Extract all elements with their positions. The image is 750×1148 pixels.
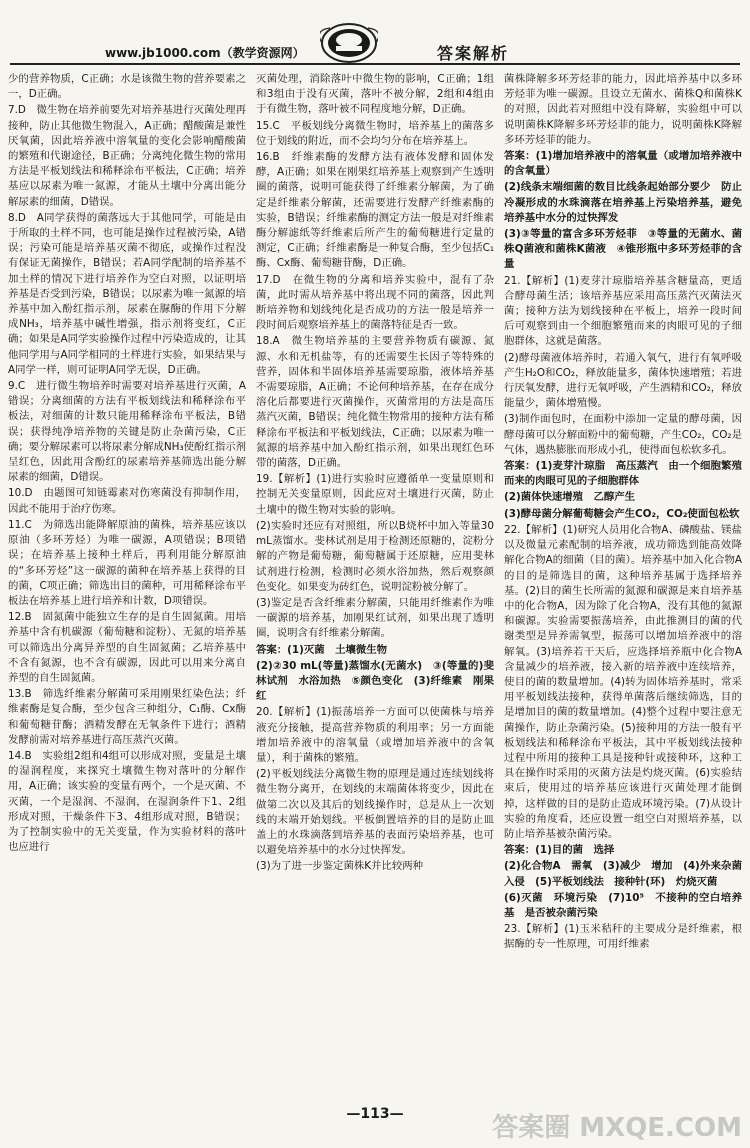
explanation-paragraph: (2)实验时还应有对照组，所以B烧杯中加入等量30 mL蒸馏水。斐林试剂是用于检测还原糖的，淀粉分解的产物是葡萄糖，葡萄糖属于还原糖，应用斐林试剂进行检测，检测时必须水浴加热，然后观察颜色变化。如果变为砖红色，说明淀粉被分解了。	[256, 519, 494, 593]
explanation-paragraph: 灭菌处理，消除落叶中微生物的影响，C正确；1组和3组由于没有灭菌，落叶不被分解，2组和4组由于有微生物，落叶被不同程度地分解，D正确。	[256, 73, 494, 116]
page-title: 答案解析	[437, 44, 510, 63]
answer-paragraph: (6)灭菌 环境污染 (7)10⁵ 不接种的空白培养基 是否被杂菌污染	[504, 891, 742, 919]
answer-paragraph: (3)酵母菌分解葡萄糖会产生CO₂，CO₂使面包松软	[504, 507, 740, 520]
explanation-paragraph: 19.【解析】(1)进行实验时应遵循单一变量原则和控制无关变量原则，因此应对土壤进行灭菌，防止土壤中的微生物对实验的影响。	[256, 473, 494, 516]
explanation-paragraph: 12.B 固氮菌中能独立生存的是自生固氮菌。用培养基中含有机碳源（葡萄糖和淀粉）、无氮的培养基可以筛选出分离异养型的自生固氮菌；乙培养基中不含有氮源，也不含有碳源，因此可以用来分离自养型的自生固氮菌。	[8, 611, 246, 684]
answer-columns	[8, 72, 742, 1082]
column-middle	[256, 72, 494, 1082]
header-divider	[10, 63, 740, 65]
answer-paragraph: 答案：(1)灭菌 土壤微生物	[256, 643, 388, 656]
answer-paragraph: (3)③等量的富含多环芳烃菲 ③等量的无菌水、菌株Q菌液和菌株K菌液 ④锥形瓶中多环芳烃菲的含量	[504, 228, 742, 271]
page-number: —113—	[346, 1106, 404, 1122]
answer-paragraph: (2)②30 mL(等量)蒸馏水(无菌水) ③(等量的)斐林试剂 水浴加热 ⑤颜色变化 (3)纤维素 刚果红	[256, 659, 494, 703]
answer-paragraph: (2)线条末端细菌的数目比线条起始部分要少 防止冷凝形成的水珠滴落在培养基上污染培养基，避免培养基中水分的过快挥发	[504, 181, 742, 224]
answer-paragraph: (2)化合物A 需氧 (3)减少 增加 (4)外来杂菌入侵 (5)平板划线法 接种针(环) 灼烧灭菌	[504, 860, 742, 888]
explanation-paragraph: 少的营养物质，C正确；水是该微生物的营养要素之一，D正确。	[8, 73, 246, 101]
explanation-paragraph: (2)酵母菌液体培养时，若通入氧气，进行有氧呼吸产生H₂O和CO₂，释放能量多，菌体快速增殖；若进行厌氧发酵，进行无氧呼吸，产生酒精和CO₂，释放能量少，菌体增殖慢。	[504, 351, 742, 410]
answer-paragraph: (2)菌体快速增殖 乙醇产生	[504, 491, 636, 504]
explanation-paragraph: 20.【解析】(1)振荡培养一方面可以使菌株与培养液充分接触，提高营养物质的利用率；另一方面能增加培养液中的溶氧量（或增加培养液中的含氧量），利于菌株的繁殖。	[256, 706, 494, 764]
explanation-paragraph: 8.D A同学获得的菌落远大于其他同学，可能是由于所取的土样不同，也可能是操作过程被污染，A错误；污染可能是培养基灭菌不彻底，或操作过程没有保证无菌操作，B错误；若A同学配制的培养基不加土样的情况下进行培养作为空白对照，以证明培养基是否受到污染，B错误；以尿素为唯一氮源的培养基中加入酚红指示剂，尿素在脲酶的作用下分解成NH₃，培养基中碱性增强，指示剂将变红，C正确；如果是A同学实验操作过程中污染造成的，让其他同学用与A同学相同的土样进行实验，如果结果与A同学一样，则可证明A同学无误，D正确。	[8, 211, 246, 376]
explanation-paragraph: 14.B 实验组2组和4组可以形成对照，变量是土壤的湿润程度，来探究土壤微生物对落叶的分解作用，A正确；该实验的变量有两个，一个是灭菌、不灭菌，一个是湿润、不湿润，在湿润条件下1、2组形成对照，干燥条件下3、4组形成对照，B错误；为了控制实验中的无关变量，作为实验材料的落叶也应进行	[8, 749, 246, 854]
explanation-paragraph: 16.B 纤维素酶的发酵方法有液体发酵和固体发酵，A正确；如果在刚果红培养基上观察到产生透明圈的菌落，说明可能获得了纤维素分解菌，为了确定是纤维素分解菌，还需要进行发酵产纤维素酶的实验，B错误；纤维素酶的测定方法一般是对纤维素酶分解滤纸等纤维素后所产生的葡萄糖进行定量的测定，C正确；纤维素酶是一种复合酶，至少包括C₁酶、Cx酶、葡萄糖苷酶，D正确。	[256, 151, 494, 270]
explanation-paragraph: (3)为了进一步鉴定菌株K并比较两种	[256, 860, 423, 873]
explanation-paragraph: 13.B 筛选纤维素分解菌可采用刚果红染色法；纤维素酶是复合酶，至少包含三种组分，C₁酶、Cx酶和葡萄糖苷酶；酒精发酵在无氧条件下进行；酒精发酵前需对培养基进行高压蒸汽灭菌。	[8, 688, 246, 746]
answer-paragraph: 答案：(1)增加培养液中的溶氧量（或增加培养液中的含氧量）	[504, 150, 742, 178]
watermark: 答案圈 MXQE.COM	[492, 1113, 742, 1143]
explanation-paragraph: 22.【解析】(1)研究人员用化合物A、磷酸盐、镁盐以及微量元素配制的培养液，成功筛选到能高效降解化合物A的细菌（目的菌）。培养基中加入化合物A的目的是筛选目的菌，这种培养基属于选择培养基。(2)目的菌生长所需的氮源和碳源是来自培养基中的化合物A，因为除了化合物A，没有其他的氮源和碳源。实验需要振荡培养，由此推测目的菌的代谢类型是异养需氧型，振荡可以增加培养液中的溶解氧。(3)培养若干天后，应选择培养瓶中化合物A含量减少的培养液，接入新的培养液中连续培养，使目的菌的数量增加。(4)转为固体培养基时，常采用平板划线法接种，获得单菌落后继续筛选，目的是增加目的菌的数量增加。(4)整个过程中要注意无菌操作，防止杂菌污染。(5)接种用的方法一般有平板划线法和稀释涂布平板法，其中平板划线法接种过程中所用的接种工具是接种针或接种环，这种工具在操作时采用的灭菌方法是灼烧灭菌。(6)实验结束后，使用过的培养基应该进行灭菌处理才能倒掉，这样做的目的是防止造成环境污染。(7)从设计实验的角度看，还应设置一组空白对照培养基，以防止培养基被杂菌污染。	[504, 523, 742, 840]
explanation-paragraph: 15.C 平板划线分离微生物时，培养基上的菌落多位于划线的附近，而不会均匀分布在培养基上。	[256, 119, 494, 147]
column-right	[504, 72, 742, 1082]
answer-paragraph: 答案：(1)目的菌 选择	[504, 844, 615, 857]
explanation-paragraph: (3)鉴定是否含纤维素分解菌，只能用纤维素作为唯一碳源的培养基，加刚果红试剂，如果出现了透明圈，说明含有纤维素分解菌。	[256, 596, 494, 640]
explanation-paragraph: (3)制作面包时，在面粉中添加一定量的酵母菌，因酵母菌可以分解面粉中的葡萄糖，产生CO₂，CO₂是气体，遇热膨胀而形成小孔，使得面包松软多孔。	[504, 413, 742, 456]
column-left	[8, 72, 246, 1082]
page-header	[0, 40, 750, 66]
explanation-paragraph: 21.【解析】(1)麦芽汁琼脂培养基含糖量高，更适合酵母菌生活；该培养基应采用高压蒸汽灭菌法灭菌；接种方法为划线接种在平板上，培养一段时间后可观察到由一个细胞繁殖而来的肉眼可见的子细胞群体，这就是菌落。	[504, 274, 742, 348]
explanation-paragraph: 17.D 在微生物的分离和培养实验中，混有了杂菌，此时需从培养基中将出现不同的菌落，因此判断培养物和划线纯化是否成功的方法一般是培养一段时间后观察培养基上的菌落特征是否一致。	[256, 273, 494, 332]
explanation-paragraph: 菌株降解多环芳烃菲的能力，因此培养基中以多环芳烃菲为唯一碳源。且设立无菌水、菌株Q和菌株K的对照，因此若对照组中没有降解，实验组中可以说明菌株K降解多环芳烃菲的能力，说明菌株K降解多环芳烃菲的能力。	[504, 73, 742, 146]
explanation-paragraph: 10.D 由题图可知链霉素对伤寒菌没有抑制作用，因此不能用于治疗伤寒。	[8, 487, 246, 515]
explanation-paragraph: 18.A 微生物培养基的主要营养物质有碳源、氮源、水和无机盐等，有的还需要生长因子等特殊的营养，固体和半固体培养基需要琼脂，液体培养基不需要琼脂，A正确；不论何种培养基，在存在成分溶化后都要进行灭菌操作，灭菌常用的方法是高压蒸汽灭菌，B错误；纯化微生物常用的接种方法有稀释涂布平板法和平板划线法，C正确；以尿素为唯一氮源的培养基中加入酚红指示剂，如果出现红色环带的菌落，D正确。	[256, 335, 494, 470]
explanation-paragraph: 7.D 微生物在培养前要先对培养基进行灭菌处理再接种，防止其他微生物混入，A正确；醋酸菌是兼性厌氧菌，因此培养液中溶氧量的变化会影响醋酸菌的繁殖和代谢途径，B正确；分离纯化微生物的常用方法是平板划线法和稀释涂布平板法，C正确；培养基应以尿素为唯一氮源，才能从土壤中分离出能分解尿素的细菌，D错误。	[8, 104, 246, 208]
answer-paragraph: 答案：(1)麦芽汁琼脂 高压蒸汽 由一个细胞繁殖而来的肉眼可见的子细胞群体	[504, 460, 742, 488]
site-url[interactable]: www.jb1000.com（教学资源网）	[105, 46, 305, 60]
explanation-paragraph: 9.C 进行微生物培养时需要对培养基进行灭菌，A错误；分离细菌的方法有平板划线法和稀释涂布平板法，对细菌的计数只能用稀释涂布平板法，B错误；获得纯净培养物的关键是防止杂菌污染，C正确；要分解尿素可以将尿素分解成NH₃使酚红指示剂呈红色，因此用含酚红的尿素培养基筛选出能分解尿素的细菌，D错误。	[8, 380, 246, 484]
publisher-logo-icon	[320, 22, 378, 64]
explanation-paragraph: (2)平板划线法分离微生物的原理是通过连续划线将微生物分离开，在划线的末端菌体将变少，因此在做第二次以及其后的划线操作时，总是从上一次划线的末端开始划线。平板倒置培养的目的是防止皿盖上的水珠滴落到培养基的表面污染培养基，也可以避免培养基中的水分过快挥发。	[256, 768, 494, 857]
explanation-paragraph: 23.【解析】(1)玉米秸秆的主要成分是纤维素，根据酶的专一性原理，可用纤维素	[504, 923, 742, 951]
explanation-paragraph: 11.C 为筛选出能降解原油的菌株，培养基应该以原油（多环芳烃）为唯一碳源，A项错误；B项错误；在培养基上接种土样后，再利用能分解原油的“多环芳烃”这一碳源的菌种在培养基上获得的目的菌，C项正确；筛选出目的菌种，可用稀释涂布平板法在培养基上进行培养和计数，D项错误。	[8, 518, 246, 607]
